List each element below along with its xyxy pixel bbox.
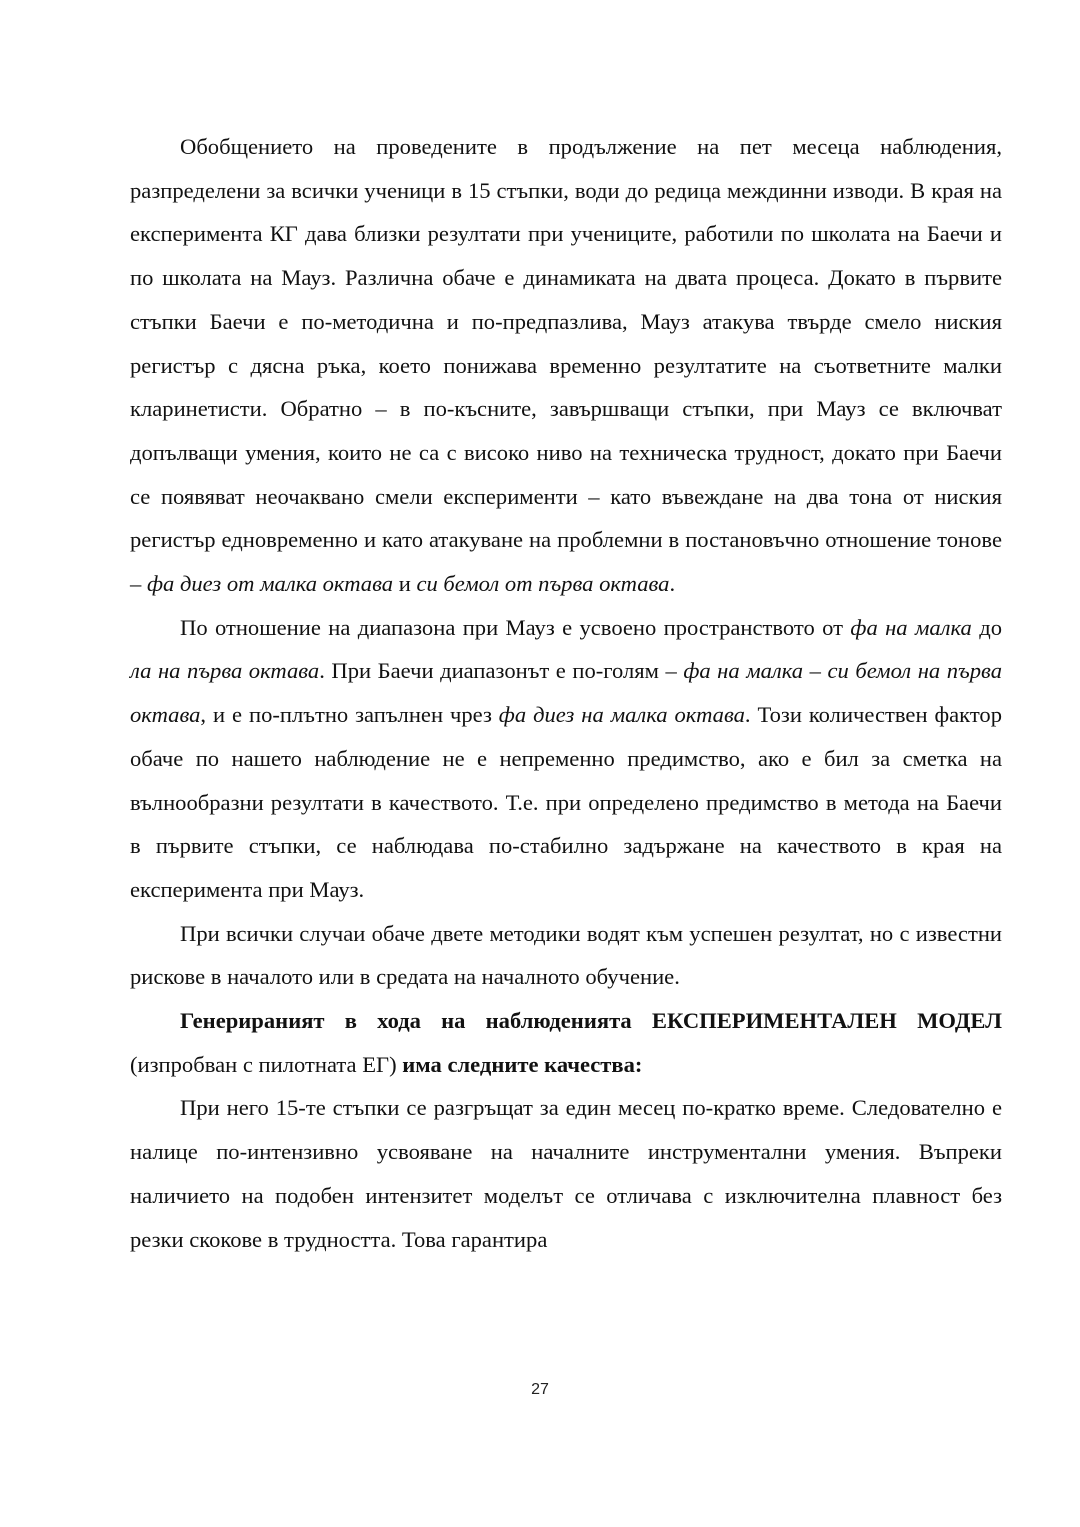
connector-and: и bbox=[393, 571, 417, 597]
range-text-1: По отношение на диапазона при Мауз е усвоено пространството от bbox=[180, 614, 851, 640]
paragraph-conclusion: При всички случаи обаче двете методики водят към успешен резултат, но с известни рискове в началото или в средата на началното обучение. bbox=[130, 920, 1002, 990]
range-text-4: – bbox=[803, 658, 828, 684]
range-italic-5: фа диез на малка октава bbox=[498, 702, 745, 728]
range-text-6: . Този количествен фактор обаче по нашето наблюдение не е непременно предимство, ако е бил за сметка на вълнообразни резултати в качеството. Т.е. при определено предимство в метода на Баечи в първите стъпки, се наблюдава по-стабилно задържане на качеството в края на експеримента при Мауз. bbox=[130, 702, 1002, 902]
paragraph-model-description: При него 15-те стъпки се разгръщат за един месец по-кратко време. Следователно е налице по-интензивно усвояване на началните инструментални умения. Въпреки наличието на подобен интензитет моделът се отличава с изключителна плавност без резки скокове в трудността. Това гарантира bbox=[130, 1095, 1002, 1252]
paragraph-range bbox=[130, 606, 1002, 912]
model-heading-note: (изпробван с пилотната ЕГ) bbox=[130, 1051, 403, 1077]
model-heading-bold: Генерираният в хода на наблюденията ЕКСПЕРИМЕНТАЛЕН МОДЕЛ bbox=[180, 1008, 1002, 1034]
italic-note-b-flat: си бемол от първа октава bbox=[416, 571, 670, 597]
paragraph-summary bbox=[130, 125, 1002, 606]
paragraph-model-heading bbox=[130, 999, 1002, 1086]
page-number: 27 bbox=[531, 1381, 549, 1398]
range-text-2: до bbox=[971, 614, 1002, 640]
range-text-5: , и е по-плътно запълнен чрез bbox=[200, 702, 499, 728]
italic-note-f-sharp: фа диез от малка октава bbox=[146, 571, 394, 597]
model-heading-qualities: има следните качества: bbox=[402, 1051, 643, 1077]
range-italic-2: ла на първа октава bbox=[130, 658, 320, 684]
document-body bbox=[130, 125, 1002, 1261]
range-italic-4: си бемол на първа октава bbox=[130, 658, 1003, 728]
range-text-3: . При Баечи диапазонът е по-голям – bbox=[319, 658, 684, 684]
sentence-end: . bbox=[669, 571, 676, 597]
range-italic-1: фа на малка bbox=[850, 614, 972, 640]
paragraph-summary-text: Обобщението на проведените в продължение на пет месеца наблюдения, разпределени за всички ученици в 15 стъпки, води до редица междинни изводи. В края на експеримента КГ дава близки резултати при учениците, работили по школата на Баечи и по школата на Мауз. Различна обаче е динамиката на двата процеса. Докато в първите стъпки Баечи е по-методична и по-предпазлива, Мауз атакува твърде смело ниския регистър с дясна ръка, което понижава временно резултатите на съответните малки кларинетисти. Обратно – в по-късните, завършващи стъпки, при Мауз се включват допълващи умения, които не са с високо ниво на техническа трудност, докато при Баечи се появяват неочаквано смели експерименти – като въвеждане на два тона от ниския регистър едновременно и като атакуване на проблемни в постановъчно отношение тонове – bbox=[130, 134, 1002, 597]
range-italic-3: фа на малка bbox=[683, 658, 804, 684]
